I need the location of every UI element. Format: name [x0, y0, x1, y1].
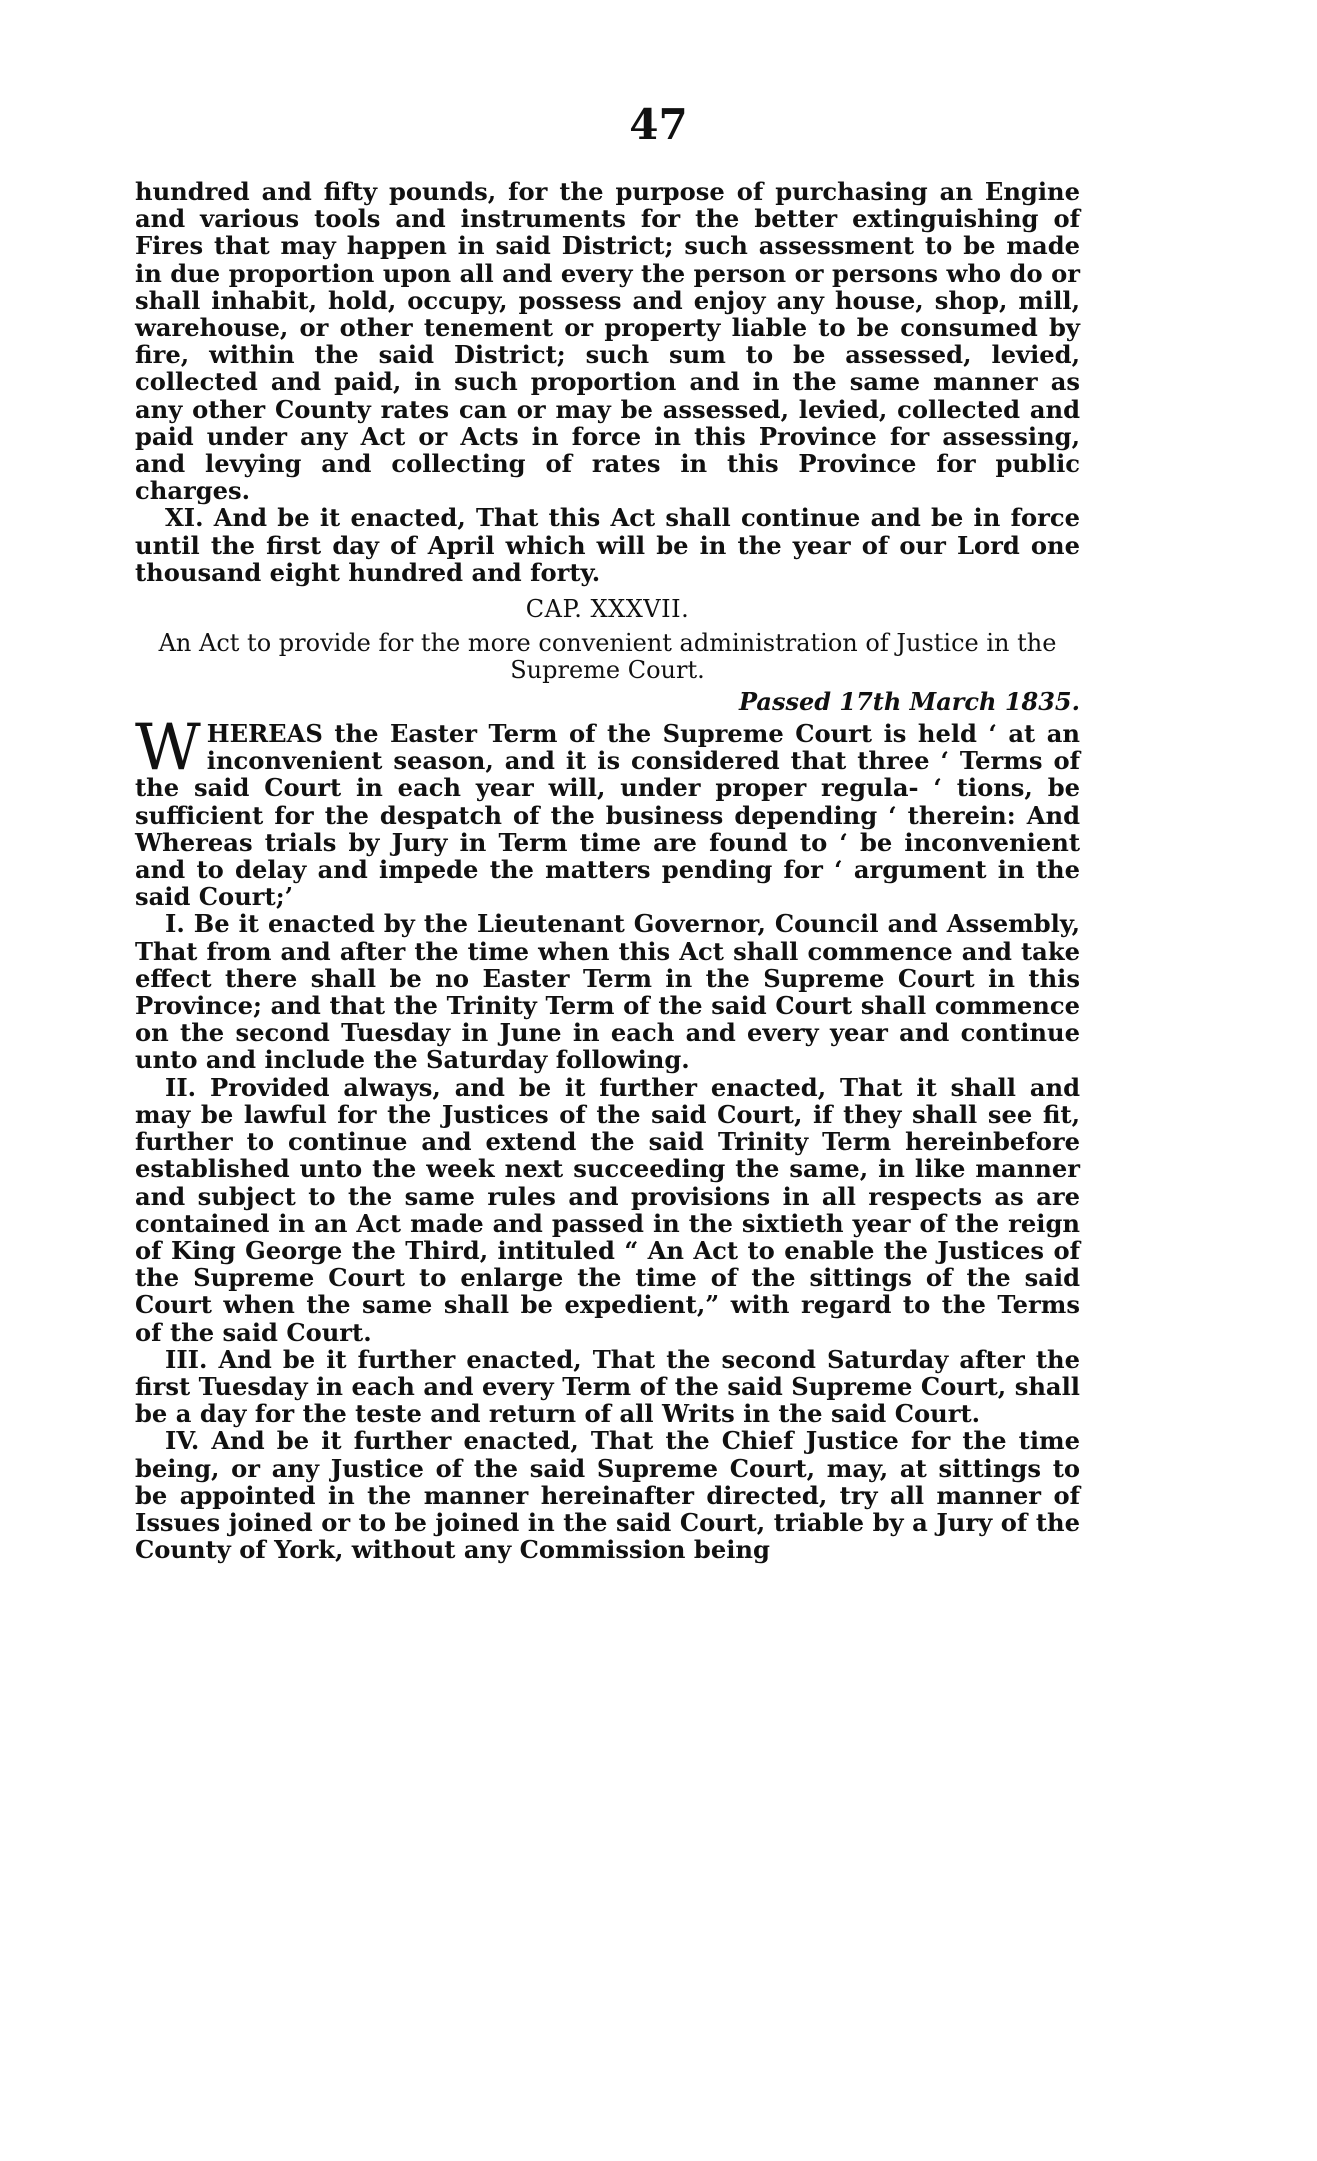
drop-cap-initial: W — [135, 711, 201, 786]
section-iv: IV. And be it further enacted, That the Chief Justice for the time being, or any Justice of the said Supreme Court, may, at sittings to be appointed in the manner hereinafter directed, try all manner of Issues joined or to be joined in the said Court, triable by a Jury of the County of York, without any Commission being — [135, 1426, 1080, 1565]
section-ii: II. Provided always, and be it further enacted, That it shall and may be lawful for the Justices of the said Court, if they shall see fit, further to continue and extend the said Trinity Term hereinbefore established unto the week next succeeding the same, in like manner and subject to the same rules and provisions in all respects as are contained in an Act made and passed in the sixtieth year of the reign of King George the Third, intituled “ An Act to enable the Justices of the Supreme Court to enlarge the time of the sittings of the said Court when the same shall be expedient,” with regard to the Terms of the said Court. — [135, 1072, 1080, 1347]
section-i: I. Be it enacted by the Lieutenant Governor, Council and Assembly, That from and after the time when this Act shall commence and take effect there shall be no Easter Term in the Supreme Court in this Province; and that the Trinity Term of the said Court shall commence on the second Tuesday in June in each and every year and continue unto and include the Saturday following. — [135, 909, 1080, 1075]
chapter-number: CAP. XXXVII. — [525, 595, 690, 624]
page-number: 47 — [629, 100, 688, 149]
body-text — [135, 178, 1080, 1563]
act-title: An Act to provide for the more convenient administration of Justice in the Supreme Court. — [158, 629, 1057, 685]
preamble-paragraph — [135, 711, 1080, 912]
section-iii: III. And be it further enacted, That the second Saturday after the first Tuesday in each and every Term of the said Supreme Court, shall be a day for the teste and return of all Writs in the said Court. — [135, 1344, 1080, 1429]
passed-date: Passed 17th March 1835. — [738, 687, 1080, 717]
continuation-paragraph: hundred and fifty pounds, for the purpose of purchasing an Engine and various tools and instruments for the better extinguishing of Fires that may happen in said District; such assessment to be made in due proportion upon all and every the person or persons who do or shall inhabit, hold, occupy, possess and enjoy any house, shop, mill, warehouse, or other tenement or property liable to be consumed by fire, within the said District; such sum to be assessed, levied, collected and paid, in such proportion and in the same manner as any other County rates can or may be assessed, levied, collected and paid under any Act or Acts in force in this Province for assessing, and levying and collecting of rates in this Province for public charges. — [135, 177, 1080, 506]
section-xi: XI. And be it enacted, That this Act shall continue and be in force until the first day of April which will be in the year of our Lord one thousand eight hundred and forty. — [135, 503, 1080, 587]
preamble-text: HEREAS the Easter Term of the Supreme Court is held ‘ at an inconvenient season, and it is considered that three ‘ Terms of the said Court in each year will, under proper regula- ‘ tions, be sufficient for the despatch of the business depending ‘ therein: And Whereas trials by Jury in Term time are found to ‘ be inconvenient and to delay and impede the matters pending for ‘ argument in the said Court;’ — [135, 719, 1080, 912]
